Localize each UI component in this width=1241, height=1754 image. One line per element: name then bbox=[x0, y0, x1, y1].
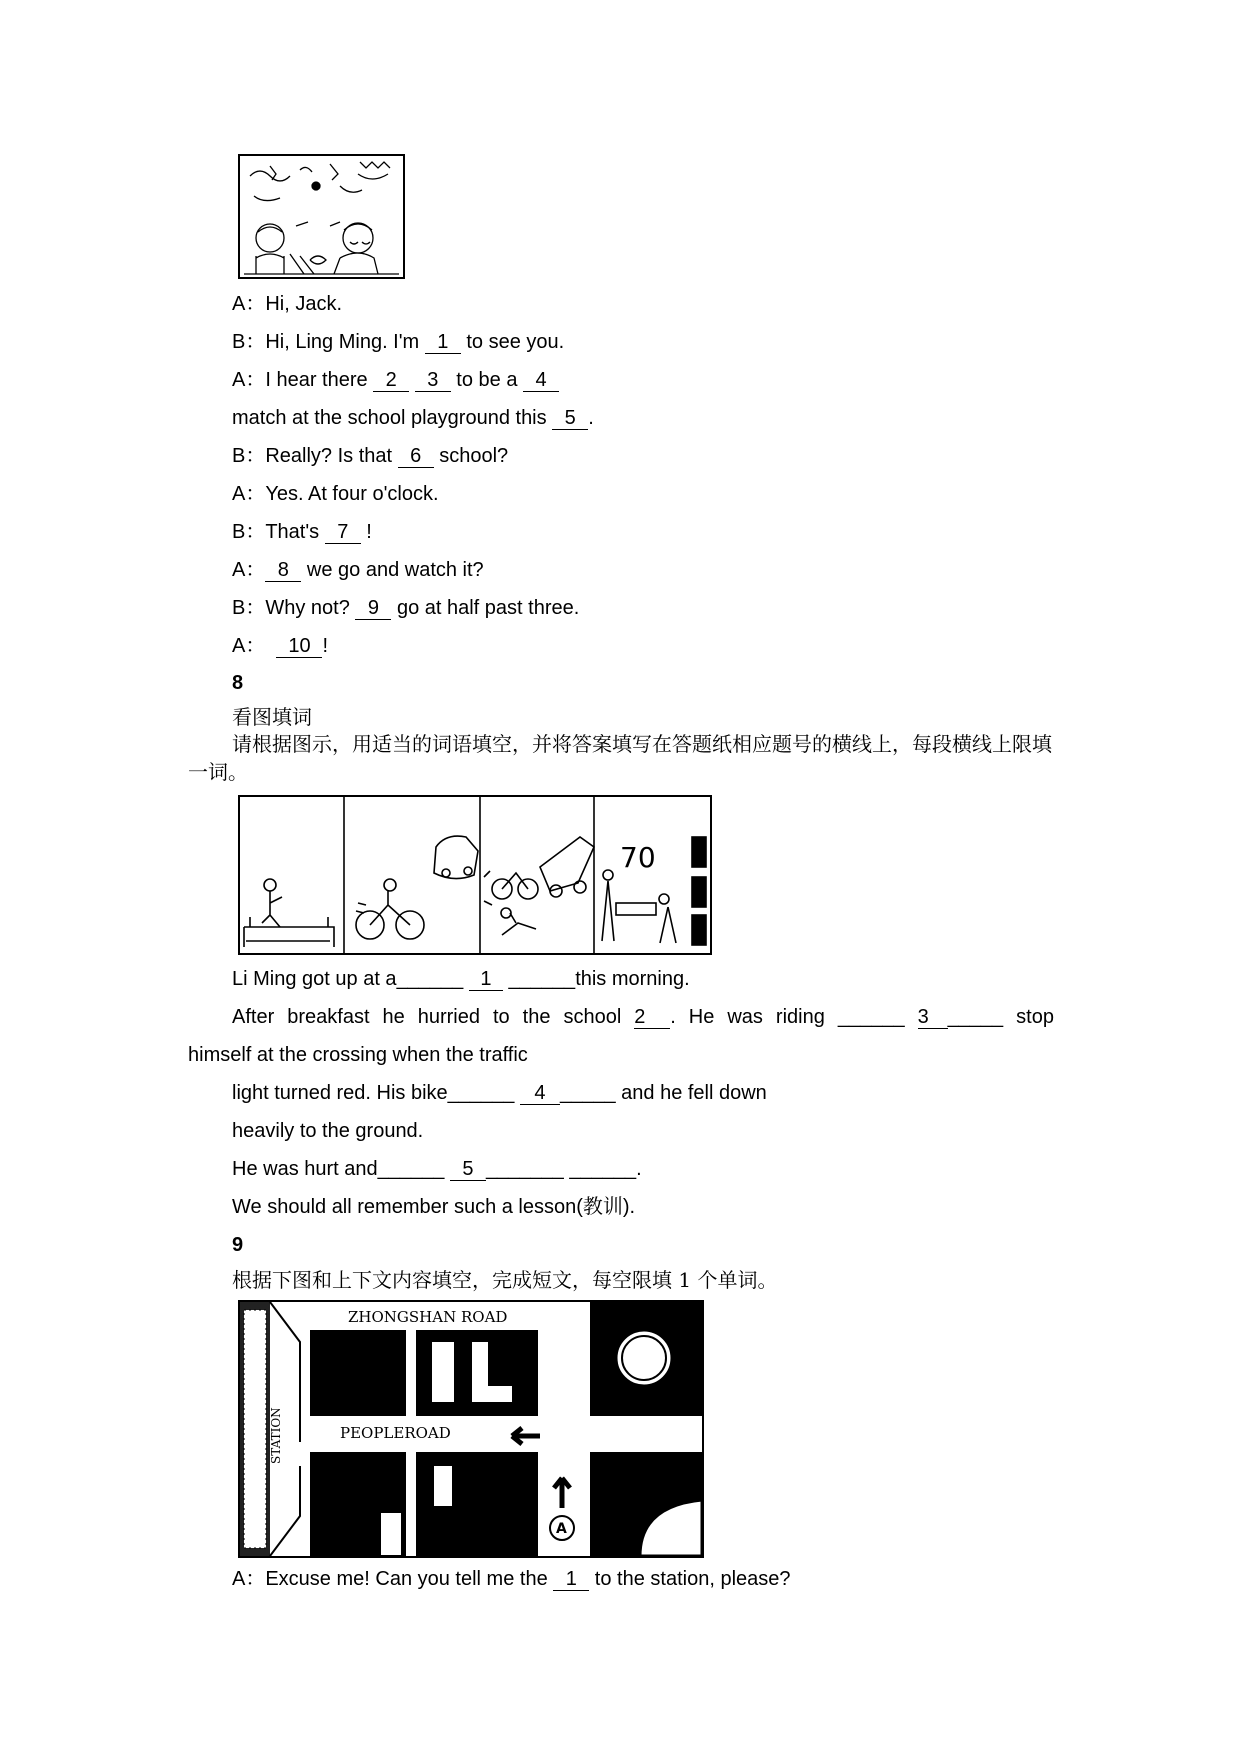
dialog-line-9 bbox=[232, 595, 579, 621]
question-number-8: 8 bbox=[232, 672, 244, 694]
dialog-line-3 bbox=[232, 367, 559, 393]
dialog-text: match at the school playground this bbox=[232, 407, 553, 429]
story-line-5: heavily to the ground. bbox=[232, 1120, 424, 1142]
speaker-label: A： bbox=[232, 293, 266, 315]
dialog-text: Hi, Ling Ming. I'm bbox=[265, 331, 425, 353]
panel-text-70: 70 bbox=[620, 841, 656, 874]
dialog-line-10 bbox=[232, 633, 328, 659]
story-line-1 bbox=[232, 966, 690, 992]
answer-blank-10[interactable]: 10 bbox=[276, 635, 322, 658]
dialog-text: ! bbox=[360, 521, 372, 543]
speaker-label: B： bbox=[232, 445, 266, 467]
speaker-label: B： bbox=[232, 597, 266, 619]
answer-blank-4[interactable]: 4 bbox=[523, 369, 559, 392]
dialog-line-6 bbox=[232, 481, 439, 507]
answer-blank-2[interactable]: 2 bbox=[634, 1006, 670, 1029]
story-text: light turned red. His bike______ bbox=[232, 1082, 520, 1104]
dialog-text: to see you. bbox=[460, 331, 565, 353]
instruction-text: 请根据图示，用适当的词语填空，并将答案填写在答题纸相应题号的横线上，每段横线上限填一词。 bbox=[188, 732, 1052, 784]
section9-instruction: 根据下图和上下文内容填空，完成短文，每空限填 1 个单词。 bbox=[232, 1268, 778, 1292]
question-text: to the station, please? bbox=[589, 1568, 791, 1590]
story-text: _____ and he fell down bbox=[559, 1082, 767, 1104]
answer-blank-9[interactable]: 9 bbox=[355, 597, 391, 620]
story-text: After breakfast he hurried to the school bbox=[232, 1006, 635, 1028]
speaker-label: A： bbox=[232, 559, 266, 581]
story-text: _______ ______. bbox=[485, 1158, 642, 1180]
story-text: _____ stop bbox=[947, 1006, 1054, 1028]
speaker-label: A： bbox=[232, 483, 266, 505]
story-text: this morning. bbox=[575, 968, 690, 990]
story-line-2 bbox=[232, 1004, 1054, 1030]
dialog-text: I hear there bbox=[265, 369, 374, 391]
dialog-text: we go and watch it? bbox=[301, 559, 484, 581]
speaker-label: B： bbox=[232, 331, 266, 353]
answer-blank-4[interactable]: 4 bbox=[520, 1082, 560, 1105]
dialog-text: school? bbox=[433, 445, 509, 467]
answer-blank-8[interactable]: 8 bbox=[265, 559, 301, 582]
map-label-people-road: PEOPLEROAD bbox=[340, 1424, 451, 1442]
dialog-line-2 bbox=[232, 329, 564, 355]
map-marker-a: A bbox=[556, 1521, 567, 1537]
dialog-text: Why not? bbox=[265, 597, 356, 619]
speaker-label: A： bbox=[232, 635, 266, 657]
dialog-text: Really? Is that bbox=[265, 445, 398, 467]
dialog-text: go at half past three. bbox=[391, 597, 580, 619]
story-gap: ______ bbox=[396, 968, 464, 990]
story-line-7: We should all remember such a lesson(教训). bbox=[232, 1196, 636, 1218]
sketch-two-people-icon bbox=[240, 156, 403, 277]
dialog-text: That's bbox=[265, 521, 325, 543]
story-gap: ______ bbox=[508, 968, 576, 990]
dialog-line-5 bbox=[232, 443, 508, 469]
dialog-line-8 bbox=[232, 557, 484, 583]
comic-panels-icon bbox=[240, 797, 710, 953]
dialog-line-4 bbox=[232, 405, 594, 431]
answer-blank-6[interactable]: 6 bbox=[398, 445, 434, 468]
map-label-station: STATION bbox=[269, 1407, 283, 1464]
answer-blank-1[interactable]: 1 bbox=[469, 968, 503, 991]
dialog-text: ! bbox=[322, 635, 329, 657]
answer-blank-1[interactable]: 1 bbox=[425, 331, 461, 354]
street-map-icon bbox=[240, 1302, 702, 1556]
answer-blank-3[interactable]: 3 bbox=[918, 1006, 948, 1029]
dialog-text: . bbox=[588, 407, 594, 429]
story-text: He was hurt and______ bbox=[232, 1158, 450, 1180]
dialog-text: Hi, Jack. bbox=[265, 293, 343, 315]
section-heading: 看图填词 bbox=[232, 705, 312, 729]
story-line-4 bbox=[232, 1080, 767, 1106]
map-label-zhongshan-road: ZHONGSHAN ROAD bbox=[348, 1308, 508, 1326]
answer-blank-7[interactable]: 7 bbox=[325, 521, 361, 544]
answer-blank-3[interactable]: 3 bbox=[415, 369, 451, 392]
street-map bbox=[238, 1300, 704, 1558]
dialog-text: Yes. At four o'clock. bbox=[265, 483, 439, 505]
answer-blank-5[interactable]: 5 bbox=[552, 407, 588, 430]
answer-blank-1[interactable]: 1 bbox=[553, 1568, 589, 1591]
story-line-6 bbox=[232, 1156, 642, 1182]
story-text: . He was riding ______ bbox=[670, 1006, 918, 1028]
dialog-line-7 bbox=[232, 519, 372, 545]
speaker-label: B： bbox=[232, 521, 266, 543]
section-instruction bbox=[188, 730, 1058, 786]
dialog-text: to be a bbox=[450, 369, 524, 391]
story-comic-strip bbox=[238, 795, 712, 955]
dialog-line-1 bbox=[232, 291, 342, 317]
speaker-label: A： bbox=[232, 369, 266, 391]
dialog-illustration bbox=[238, 154, 405, 279]
answer-blank-5[interactable]: 5 bbox=[450, 1158, 486, 1181]
map-question-line bbox=[232, 1566, 791, 1592]
story-line-3: himself at the crossing when the traffic bbox=[188, 1044, 528, 1066]
question-text: A：Excuse me! Can you tell me the bbox=[232, 1568, 554, 1590]
question-number-9: 9 bbox=[232, 1234, 244, 1256]
story-text: Li Ming got up at a bbox=[232, 968, 397, 990]
answer-blank-2[interactable]: 2 bbox=[373, 369, 409, 392]
